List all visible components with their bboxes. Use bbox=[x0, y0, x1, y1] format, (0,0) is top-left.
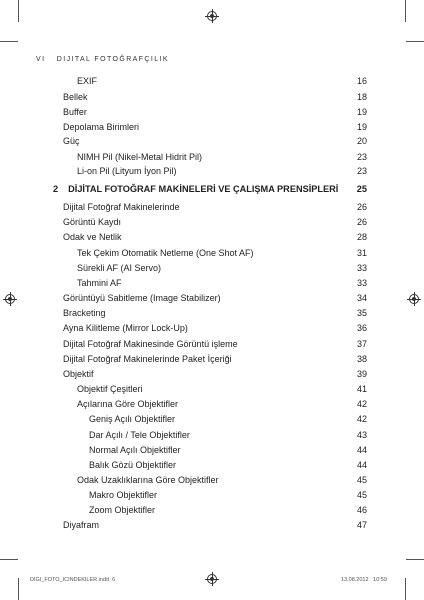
entry-title: Odak Uzaklıklarına Göre Objektifler bbox=[77, 475, 219, 485]
entry-title: Dijital Fotoğraf Makinelerinde Paket İçeriği bbox=[63, 354, 232, 364]
footer-file-name: DIGI_FOTO_ICINDEKILER.indd bbox=[30, 577, 110, 583]
toc-entry bbox=[63, 352, 367, 366]
entry-title: Güç bbox=[63, 136, 80, 146]
entry-page-number: 38 bbox=[356, 354, 367, 364]
chapter-number: 2 bbox=[53, 184, 59, 194]
entry-page-number: 46 bbox=[356, 505, 367, 515]
toc-entry bbox=[63, 215, 367, 229]
entry-page-number: 41 bbox=[356, 384, 367, 394]
toc-entry bbox=[63, 518, 367, 532]
toc-entry bbox=[63, 306, 367, 320]
entry-title: Objektif bbox=[63, 369, 94, 379]
toc-entry bbox=[63, 367, 367, 381]
entry-page-number: 47 bbox=[356, 520, 367, 530]
toc-entry bbox=[89, 428, 367, 442]
toc-entry bbox=[89, 503, 367, 517]
entry-title: Dijital Fotoğraf Makinelerinde bbox=[63, 202, 180, 212]
entry-title: Diyafram bbox=[63, 520, 100, 530]
entry-page-number: 23 bbox=[356, 152, 367, 162]
entry-page-number: 45 bbox=[356, 475, 367, 485]
entry-page-number: 25 bbox=[356, 184, 367, 194]
toc-entry bbox=[63, 134, 367, 148]
toc-entry bbox=[89, 443, 367, 457]
entry-title: Tek Çekim Otomatik Netleme (One Shot AF) bbox=[77, 248, 254, 258]
toc-entry bbox=[77, 74, 367, 88]
toc-entry bbox=[63, 337, 367, 351]
entry-page-number: 44 bbox=[356, 445, 367, 455]
footer-time: 10:59 bbox=[373, 577, 387, 583]
entry-title: EXIF bbox=[77, 76, 98, 86]
toc-entry bbox=[77, 397, 367, 411]
entry-title: Odak ve Netlik bbox=[63, 232, 122, 242]
entry-title: Objektif Çeşitleri bbox=[77, 384, 143, 394]
entry-page-number: 18 bbox=[356, 92, 367, 102]
entry-page-number: 44 bbox=[356, 460, 367, 470]
entry-title: Dijital Fotoğraf Makinesinde Görüntü işleme bbox=[63, 339, 238, 349]
toc-entry bbox=[77, 150, 367, 164]
entry-page-number: 35 bbox=[356, 308, 367, 318]
entry-page-number: 31 bbox=[356, 248, 367, 258]
entry-page-number: 33 bbox=[356, 263, 367, 273]
entry-page-number: 42 bbox=[356, 399, 367, 409]
chapter-entry bbox=[53, 182, 367, 196]
entry-title: Normal Açılı Objektifler bbox=[89, 445, 181, 455]
entry-title: DİJİTAL FOTOĞRAF MAKİNELERİ VE ÇALIŞMA PRENSİPLERİ bbox=[68, 184, 339, 194]
toc-entry bbox=[77, 473, 367, 487]
entry-page-number: 42 bbox=[356, 414, 367, 424]
entry-page-number: 45 bbox=[356, 490, 367, 500]
entry-page-number: 23 bbox=[356, 166, 367, 176]
entry-title: Zoom Objektifler bbox=[89, 505, 156, 515]
entry-page-number: 39 bbox=[356, 369, 367, 379]
entry-title: Dar Açılı / Tele Objektifler bbox=[89, 430, 190, 440]
toc-entry bbox=[89, 412, 367, 426]
toc-entry bbox=[63, 200, 367, 214]
entry-page-number: 36 bbox=[356, 323, 367, 333]
header-page-number: VI bbox=[36, 56, 46, 63]
toc-entry bbox=[63, 120, 367, 134]
toc-entry bbox=[77, 276, 367, 290]
entry-page-number: 19 bbox=[356, 122, 367, 132]
entry-title: Balık Gözü Objektifler bbox=[89, 460, 177, 470]
entry-page-number: 43 bbox=[356, 430, 367, 440]
entry-title: Bracketing bbox=[63, 308, 106, 318]
toc-entry bbox=[77, 382, 367, 396]
footer-date: 13.08.2012 bbox=[341, 577, 369, 583]
entry-title: Buffer bbox=[63, 107, 87, 117]
header-title: DIJITAL FOTOĞRAFÇILIK bbox=[56, 56, 169, 63]
entry-title: Depolama Birimleri bbox=[63, 122, 140, 132]
entry-page-number: 26 bbox=[356, 217, 367, 227]
entry-page-number: 37 bbox=[356, 339, 367, 349]
entry-page-number: 26 bbox=[356, 202, 367, 212]
toc-entry bbox=[63, 105, 367, 119]
entry-title: Tahmini AF bbox=[77, 278, 122, 288]
entry-title: Görüntüyü Sabitleme (Image Stabilizer) bbox=[63, 293, 221, 303]
toc-entry bbox=[89, 458, 367, 472]
entry-page-number: 34 bbox=[356, 293, 367, 303]
entry-title: Ayna Kilitleme (Mirror Lock-Up) bbox=[63, 323, 188, 333]
toc-entry bbox=[63, 90, 367, 104]
entry-page-number: 28 bbox=[356, 232, 367, 242]
entry-title: Bellek bbox=[63, 92, 88, 102]
entry-title: Li-on Pil (Lityum İyon Pil) bbox=[77, 166, 177, 176]
entry-title: NIMH Pil (Nikel-Metal Hidrit Pil) bbox=[77, 152, 203, 162]
entry-title: Açılarına Göre Objektifler bbox=[77, 399, 179, 409]
toc-entry bbox=[63, 230, 367, 244]
entry-title: Makro Objektifler bbox=[89, 490, 158, 500]
toc-entry bbox=[63, 291, 367, 305]
footer-timestamp bbox=[341, 577, 387, 583]
entry-page-number: 16 bbox=[356, 76, 367, 86]
entry-page-number: 19 bbox=[356, 107, 367, 117]
footer-file-info bbox=[30, 577, 115, 583]
toc-entry bbox=[77, 246, 367, 260]
entry-title: Sürekli AF (AI Servo) bbox=[77, 263, 162, 273]
entry-title: Görüntü Kaydı bbox=[63, 217, 122, 227]
entry-page-number: 20 bbox=[356, 136, 367, 146]
footer-page: 6 bbox=[112, 577, 116, 583]
toc-entry bbox=[63, 321, 367, 335]
entry-title: Geniş Açılı Objektifler bbox=[89, 414, 176, 424]
entry-page-number: 33 bbox=[356, 278, 367, 288]
toc-entry bbox=[77, 164, 367, 178]
toc-entry bbox=[77, 261, 367, 275]
toc-entry bbox=[89, 488, 367, 502]
